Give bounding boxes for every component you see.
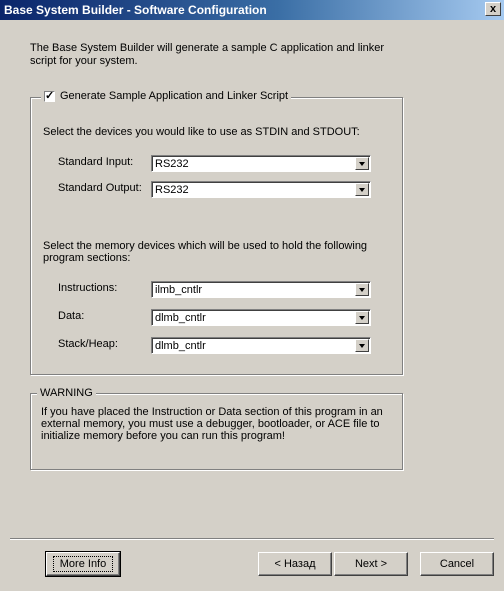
chevron-down-icon[interactable] xyxy=(355,311,369,324)
data-label: Data: xyxy=(58,310,85,322)
standard-input-label: Standard Input: xyxy=(58,156,134,168)
generate-sample-legend[interactable] xyxy=(41,90,291,102)
more-info-button[interactable] xyxy=(46,552,120,576)
stack-heap-select[interactable] xyxy=(151,337,371,354)
standard-input-select[interactable] xyxy=(151,155,371,172)
standard-output-value: RS232 xyxy=(155,184,189,196)
standard-input-value: RS232 xyxy=(155,158,189,170)
standard-output-label: Standard Output: xyxy=(58,182,142,194)
back-label: < Назад xyxy=(274,558,316,570)
generate-sample-checkbox[interactable] xyxy=(44,91,55,102)
generate-sample-label: Generate Sample Application and Linker Script xyxy=(60,90,289,102)
next-button[interactable] xyxy=(334,552,408,576)
intro-text: The Base System Builder will generate a sample C application and linker script for your system. xyxy=(30,42,385,67)
check-mark-icon: ✓ xyxy=(45,89,55,102)
standard-output-select[interactable] xyxy=(151,181,371,198)
more-info-label: More Info xyxy=(53,556,113,572)
window-title: Base System Builder - Software Configuration xyxy=(4,3,267,17)
warning-group xyxy=(30,387,403,470)
data-value: dlmb_cntlr xyxy=(155,312,206,324)
data-select[interactable] xyxy=(151,309,371,326)
warning-title: WARNING xyxy=(37,387,96,399)
close-icon: x xyxy=(489,3,497,15)
next-label: Next > xyxy=(354,558,388,570)
chevron-down-icon[interactable] xyxy=(355,339,369,352)
memory-instruction: Select the memory devices which will be used to hold the following program sections: xyxy=(43,240,368,264)
button-separator xyxy=(10,538,494,540)
generate-sample-group xyxy=(30,89,403,375)
instructions-label: Instructions: xyxy=(58,282,118,294)
stack-heap-value: dlmb_cntlr xyxy=(155,340,206,352)
close-button[interactable] xyxy=(485,2,501,16)
chevron-down-icon[interactable] xyxy=(355,183,369,196)
chevron-down-icon[interactable] xyxy=(355,283,369,296)
warning-text: If you have placed the Instruction or Data section of this program in an external memory, you must use a debugger, bootloader, or ACE file to initialize memory before you can run this program! xyxy=(41,406,383,442)
cancel-label: Cancel xyxy=(439,558,475,570)
back-button[interactable] xyxy=(258,552,332,576)
instructions-select[interactable] xyxy=(151,281,371,298)
stdio-instruction: Select the devices you would like to use as STDIN and STDOUT: xyxy=(43,126,360,138)
stack-heap-label: Stack/Heap: xyxy=(58,338,118,350)
instructions-value: ilmb_cntlr xyxy=(155,284,203,296)
chevron-down-icon[interactable] xyxy=(355,157,369,170)
cancel-button[interactable] xyxy=(420,552,494,576)
title-bar xyxy=(0,0,504,20)
